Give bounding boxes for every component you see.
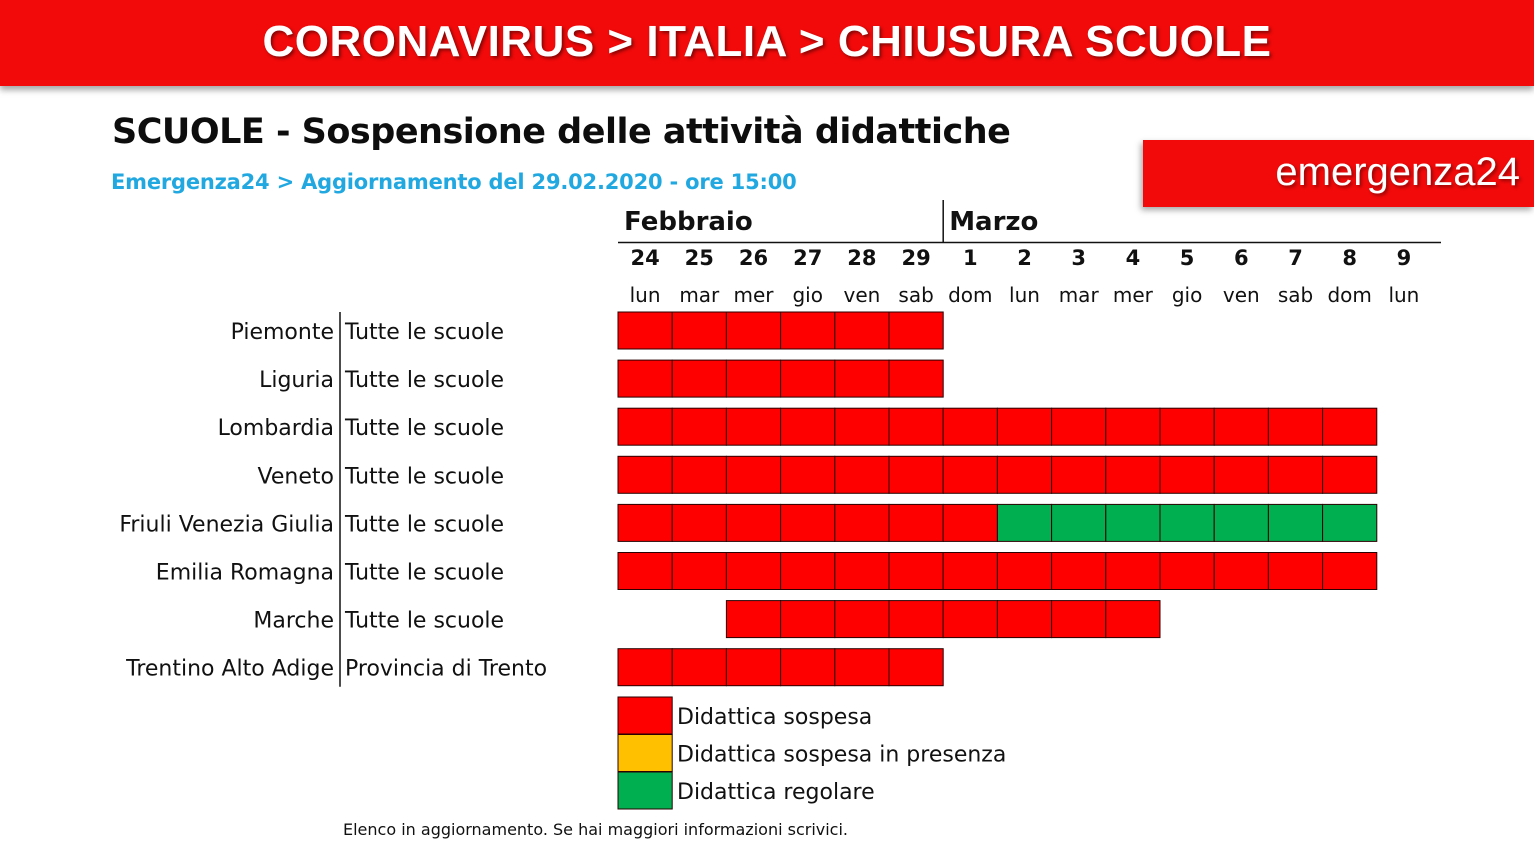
status-cell	[618, 408, 672, 445]
status-cell	[1052, 553, 1106, 590]
status-cell	[997, 504, 1051, 541]
status-cell	[672, 312, 726, 349]
status-cell	[1323, 408, 1377, 445]
day-number: 6	[1233, 246, 1249, 270]
day-number: 3	[1071, 246, 1087, 270]
status-cell	[1106, 504, 1160, 541]
status-cell	[781, 312, 835, 349]
region-label: Veneto	[257, 464, 334, 490]
status-cell	[1268, 408, 1322, 445]
day-number: 2	[1017, 246, 1032, 270]
status-cell	[726, 456, 780, 493]
status-cell	[835, 601, 889, 638]
status-cell	[618, 456, 672, 493]
day-name: dom	[948, 283, 993, 307]
day-number: 9	[1396, 246, 1412, 270]
region-label: Trentino Alto Adige	[126, 656, 334, 682]
day-number: 29	[901, 246, 931, 270]
day-name: mar	[1058, 283, 1099, 307]
status-cell	[889, 601, 943, 638]
month-label: Marzo	[949, 207, 1039, 237]
banner-title: CORONAVIRUS > ITALIA > CHIUSURA SCUOLE	[262, 17, 1272, 66]
status-cell	[1106, 601, 1160, 638]
scope-label: Tutte le scuole	[345, 560, 505, 586]
status-cell	[781, 456, 835, 493]
region-label: Piemonte	[230, 320, 334, 345]
region-label: Friuli Venezia Giulia	[119, 512, 334, 538]
status-cell	[726, 408, 780, 445]
status-cell	[726, 553, 780, 590]
scope-label: Tutte le scuole	[345, 416, 505, 442]
status-cell	[997, 601, 1051, 638]
status-cell	[943, 408, 997, 445]
day-name: lun	[1388, 283, 1420, 307]
region-label: Emilia Romagna	[155, 560, 334, 586]
day-name: dom	[1327, 283, 1372, 307]
chart-title: SCUOLE - Sospensione delle attività didattiche	[112, 112, 1011, 152]
status-cell	[889, 456, 943, 493]
status-cell	[618, 553, 672, 590]
status-cell	[618, 649, 672, 686]
status-cell	[1323, 553, 1377, 590]
status-cell	[672, 360, 726, 397]
status-cell	[835, 312, 889, 349]
status-cell	[781, 504, 835, 541]
status-cell	[672, 649, 726, 686]
day-number: 5	[1179, 246, 1195, 270]
legend-swatch	[618, 772, 672, 809]
status-cell	[672, 553, 726, 590]
day-number: 1	[962, 246, 978, 270]
day-number: 24	[630, 246, 660, 270]
status-cell	[781, 553, 835, 590]
status-cell	[726, 601, 780, 638]
status-cell	[1106, 456, 1160, 493]
status-cell	[1214, 504, 1268, 541]
region-label: Marche	[253, 608, 334, 634]
scope-label: Tutte le scuole	[345, 320, 505, 345]
chart-subtitle: Emergenza24 > Aggiornamento del 29.02.2020 - ore 15:00	[111, 170, 797, 194]
status-cell	[835, 360, 889, 397]
status-cell	[1106, 553, 1160, 590]
status-cell	[835, 504, 889, 541]
day-name: mer	[733, 283, 774, 307]
status-cell	[1106, 408, 1160, 445]
day-name: gio	[792, 283, 823, 307]
status-cell	[997, 408, 1051, 445]
day-number: 8	[1342, 246, 1358, 270]
status-cell	[1268, 504, 1322, 541]
region-label: Lombardia	[217, 416, 334, 442]
brand-label: emergenza24	[1275, 150, 1520, 194]
status-cell	[889, 408, 943, 445]
status-cell	[1160, 456, 1214, 493]
day-name: lun	[1009, 283, 1040, 307]
day-name: sab	[898, 283, 934, 307]
status-cell	[726, 312, 780, 349]
status-cell	[997, 553, 1051, 590]
day-number: 25	[684, 246, 714, 270]
status-cell	[943, 553, 997, 590]
status-cell	[943, 504, 997, 541]
status-cell	[835, 553, 889, 590]
status-cell	[726, 649, 780, 686]
legend-swatch	[618, 735, 672, 772]
day-name: lun	[629, 283, 661, 307]
day-number: 4	[1125, 246, 1141, 270]
status-cell	[1214, 408, 1268, 445]
status-cell	[1268, 456, 1322, 493]
legend-label: Didattica sospesa in presenza	[677, 742, 1007, 768]
day-number: 26	[738, 246, 769, 270]
day-number: 7	[1288, 246, 1303, 270]
scope-label: Tutte le scuole	[345, 608, 505, 634]
status-cell	[1052, 456, 1106, 493]
month-label: Febbraio	[624, 207, 753, 237]
status-cell	[1052, 408, 1106, 445]
legend-swatch	[618, 697, 672, 734]
status-cell	[781, 360, 835, 397]
status-cell	[1160, 408, 1214, 445]
status-cell	[835, 408, 889, 445]
status-cell	[889, 312, 943, 349]
scope-label: Tutte le scuole	[345, 512, 505, 538]
status-cell	[889, 649, 943, 686]
status-cell	[835, 649, 889, 686]
day-number: 27	[793, 246, 823, 270]
day-name: gio	[1171, 283, 1203, 307]
legend-label: Didattica regolare	[677, 780, 875, 805]
day-name: mar	[679, 283, 720, 307]
scope-label: Provincia di Trento	[345, 656, 548, 682]
status-cell	[618, 504, 672, 541]
day-name: ven	[1222, 283, 1260, 307]
status-cell	[1052, 504, 1106, 541]
day-number: 28	[847, 246, 877, 270]
status-cell	[889, 553, 943, 590]
status-cell	[672, 456, 726, 493]
status-cell	[1160, 504, 1214, 541]
status-cell	[1214, 553, 1268, 590]
status-cell	[835, 456, 889, 493]
footnote: Elenco in aggiornamento. Se hai maggiori informazioni scrivici.	[343, 820, 849, 839]
region-label: Liguria	[259, 368, 334, 394]
status-cell	[889, 360, 943, 397]
status-cell	[1268, 553, 1322, 590]
status-cell	[1323, 504, 1377, 541]
status-cell	[726, 504, 780, 541]
day-name: sab	[1277, 283, 1314, 307]
status-cell	[997, 456, 1051, 493]
legend-label: Didattica sospesa	[677, 705, 873, 730]
status-cell	[672, 504, 726, 541]
status-cell	[781, 601, 835, 638]
status-cell	[781, 408, 835, 445]
status-cell	[943, 601, 997, 638]
status-cell	[618, 360, 672, 397]
scope-label: Tutte le scuole	[345, 368, 505, 394]
status-cell	[889, 504, 943, 541]
status-cell	[1160, 553, 1214, 590]
status-cell	[943, 456, 997, 493]
scope-label: Tutte le scuole	[345, 464, 505, 490]
status-cell	[726, 360, 780, 397]
status-cell	[781, 649, 835, 686]
day-name: mer	[1112, 283, 1153, 307]
status-cell	[618, 312, 672, 349]
status-cell	[1052, 601, 1106, 638]
status-cell	[1323, 456, 1377, 493]
status-cell	[672, 408, 726, 445]
status-cell	[1214, 456, 1268, 493]
day-name: ven	[843, 283, 881, 307]
